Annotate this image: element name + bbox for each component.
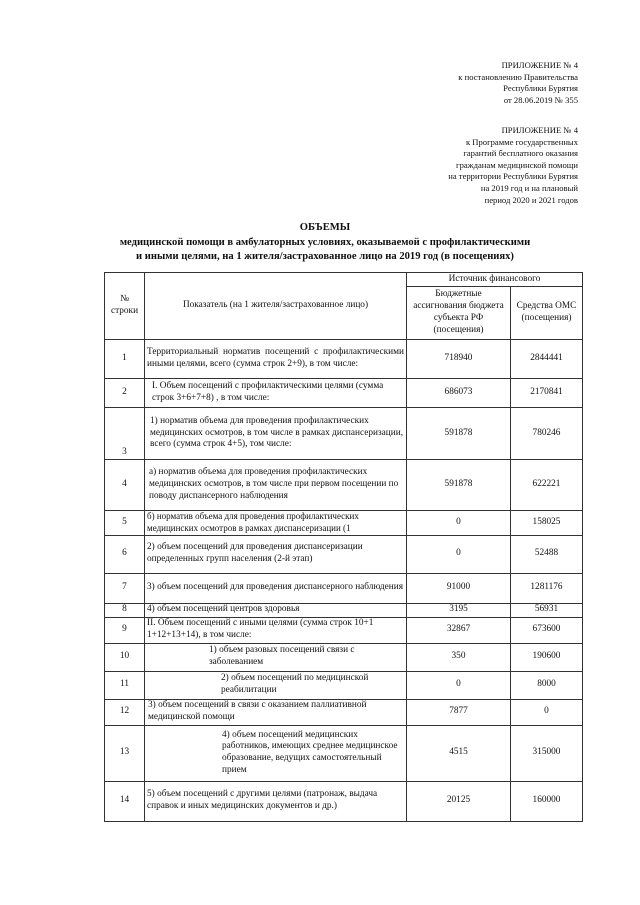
appendix-line: гарантий бесплатного оказания: [463, 148, 578, 159]
appendix-line: к Программе государственных: [465, 136, 578, 147]
row-number: 11: [105, 671, 145, 699]
row-indicator: 2) объем посещений по медицинской реабилитации: [145, 671, 407, 699]
row-number: 7: [105, 573, 145, 603]
appendix-line: от 28.06.2019 № 355: [503, 94, 578, 105]
row-number: 8: [105, 603, 145, 617]
title-subline: медицинской помощи в амбулаторных условиях, оказываемой с профилактическими: [119, 236, 531, 248]
row-number: 3: [105, 408, 145, 460]
row-budget: 0: [407, 511, 511, 536]
row-number: 12: [105, 699, 145, 725]
row-budget: 0: [407, 535, 511, 573]
table-row: [105, 460, 583, 511]
row-budget: 591878: [407, 408, 511, 460]
row-budget: 20125: [407, 781, 511, 821]
row-oms: 673600: [511, 617, 583, 643]
row-indicator: 4) объем посещений медицинских работников, имеющих среднее медицинское образование, ведущих самостоятельный прием: [145, 725, 407, 781]
appendix-line: гражданам медицинской помощи: [456, 159, 578, 170]
row-budget: 0: [407, 671, 511, 699]
table-row: [105, 671, 583, 699]
row-budget: 4515: [407, 725, 511, 781]
document-title: [60, 221, 590, 265]
table-row: [105, 603, 583, 617]
row-oms: 1281176: [511, 573, 583, 603]
appendix-line: период 2020 и 2021 годов: [484, 194, 578, 205]
table-row: [105, 535, 583, 573]
row-oms: 2170841: [511, 379, 583, 408]
row-budget: 591878: [407, 460, 511, 511]
row-oms: 158025: [511, 511, 583, 536]
appendix-block-decree: [458, 60, 578, 106]
header-indicator: Показатель (на 1 жителя/застрахованное лицо): [145, 273, 407, 340]
table-row: [105, 511, 583, 536]
row-indicator: 5) объем посещений с другими целями (патронаж, выдача справок и иных медицинских документов и др.): [145, 781, 407, 821]
appendix-block-program: [448, 125, 578, 206]
row-indicator: 3) объем посещений для проведения диспансерного наблюдения: [145, 573, 407, 603]
row-indicator: I. Объем посещений с профилактическими целями (сумма строк 3+6+7+8) , в том числе:: [145, 379, 407, 408]
row-indicator: а) норматив объема для проведения профилактических медицинских осмотров, в том числе при первом посещении по поводу диспансерного наблюдения: [145, 460, 407, 511]
row-oms: 0: [511, 699, 583, 725]
row-budget: 350: [407, 643, 511, 671]
appendix-line: на 2019 год и на плановый: [480, 182, 578, 193]
appendix-title: ПРИЛОЖЕНИЕ № 4: [501, 125, 578, 135]
table-row: [105, 573, 583, 603]
table-row: [105, 643, 583, 671]
appendix-line: на территории Республики Бурятия: [448, 171, 578, 182]
row-indicator: 1) норматив объема для проведения профилактических медицинских осмотров, в том числе в рамках диспансеризации, всего (сумма строк 4+5), том числе:: [145, 408, 407, 460]
appendix-line: Республики Бурятия: [503, 83, 578, 94]
table-row: [105, 699, 583, 725]
row-indicator: 4) объем посещений центров здоровья: [145, 603, 407, 617]
row-budget: 7877: [407, 699, 511, 725]
row-oms: 160000: [511, 781, 583, 821]
row-budget: 718940: [407, 340, 511, 379]
table-row: [105, 617, 583, 643]
row-oms: 315000: [511, 725, 583, 781]
row-number: 6: [105, 535, 145, 573]
row-oms: 2844441: [511, 340, 583, 379]
row-budget: 3195: [407, 603, 511, 617]
table-row: [105, 379, 583, 408]
volumes-table: [104, 272, 583, 822]
header-row: [105, 273, 583, 287]
row-budget: 32867: [407, 617, 511, 643]
appendix-line: к постановлению Правительства: [458, 71, 578, 82]
row-oms: 780246: [511, 408, 583, 460]
title-heading: ОБЪЕМЫ: [299, 222, 351, 233]
row-number: 13: [105, 725, 145, 781]
table-row: [105, 408, 583, 460]
row-number: 4: [105, 460, 145, 511]
row-budget: 686073: [407, 379, 511, 408]
row-number: 14: [105, 781, 145, 821]
row-number: 9: [105, 617, 145, 643]
row-oms: 52488: [511, 535, 583, 573]
row-indicator: Территориальный норматив посещений с профилактическими иными целями, всего (сумма строк 2+9), в том числе:: [145, 340, 407, 379]
table-row: [105, 725, 583, 781]
row-oms: 190600: [511, 643, 583, 671]
row-indicator: II. Объем посещений с иными целями (сумма строк 10+1 1+12+13+14), в том числе:: [145, 617, 407, 643]
table-row: [105, 781, 583, 821]
row-number: 10: [105, 643, 145, 671]
table-row: [105, 340, 583, 379]
row-number: 1: [105, 340, 145, 379]
header-budget: Бюджетные ассигнования бюджета субъекта РФ (посещения): [407, 287, 511, 340]
title-subline: и иными целями, на 1 жителя/застрахованное лицо на 2019 год (в посещениях): [136, 251, 514, 262]
header-source: Источник финансового: [407, 273, 583, 287]
row-oms: 56931: [511, 603, 583, 617]
header-oms: Средства ОМС (посещения): [511, 287, 583, 340]
row-oms: 8000: [511, 671, 583, 699]
row-indicator: 2) объем посещений для проведения диспансеризации определенных групп населения (2-й этап): [145, 535, 407, 573]
row-indicator: 3) объем посещений в связи с оказанием паллиативной медицинской помощи: [145, 699, 407, 725]
row-indicator: б) норматив объема для проведения профилактических медицинских осмотров в рамках диспансеризации (1: [145, 511, 407, 536]
row-budget: 91000: [407, 573, 511, 603]
row-indicator: 1) объем разовых посещений связи с заболеванием: [145, 643, 407, 671]
row-number: 5: [105, 511, 145, 536]
row-oms: 622221: [511, 460, 583, 511]
appendix-title: ПРИЛОЖЕНИЕ № 4: [501, 60, 578, 70]
row-number: 2: [105, 379, 145, 408]
header-row-no: № строки: [105, 273, 145, 340]
